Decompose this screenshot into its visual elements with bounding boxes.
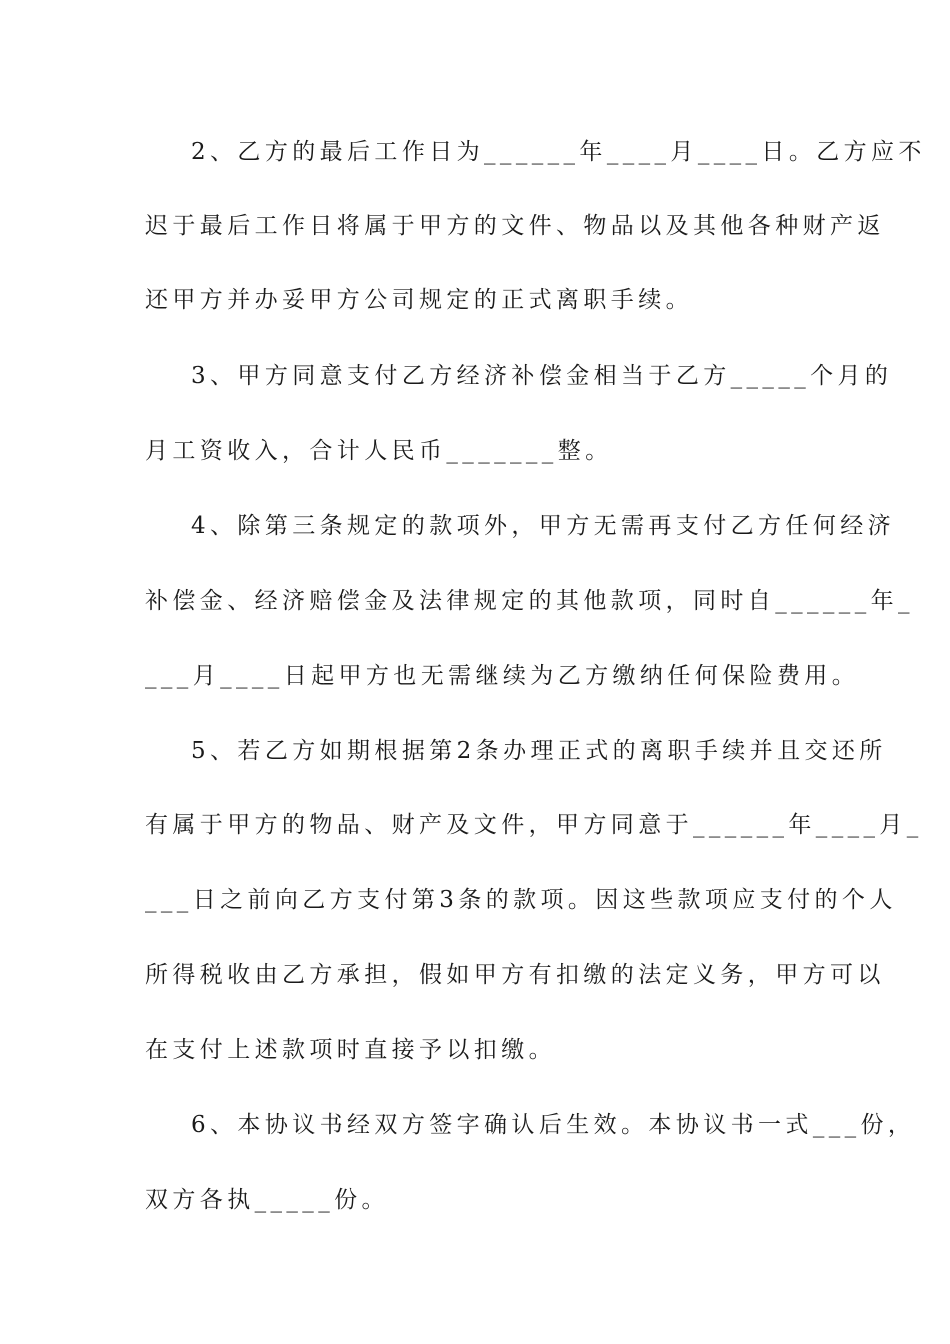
- clause-5-line-5: 在支付上述款项时直接予以扣缴。: [145, 1037, 556, 1063]
- clause-2-line-3: 还甲方并办妥甲方公司规定的正式离职手续。: [145, 287, 693, 313]
- clause-3-line-1: 3、甲方同意支付乙方经济补偿金相当于乙方_____个月的: [191, 363, 893, 389]
- clause-5-line-1: 5、若乙方如期根据第2条办理正式的离职手续并且交还所: [191, 738, 887, 764]
- clause-4-line-2: 补偿金、经济赔偿金及法律规定的其他款项，同时自______年_: [145, 588, 914, 614]
- clause-5-line-2: 有属于甲方的物品、财产及文件，甲方同意于______年____月_: [145, 812, 923, 838]
- clause-3-line-2: 月工资收入，合计人民币_______整。: [145, 438, 613, 464]
- clause-4-line-3: ___月____日起甲方也无需继续为乙方缴纳任何保险费用。: [145, 663, 860, 689]
- clause-2-line-2: 迟于最后工作日将属于甲方的文件、物品以及其他各种财产返: [145, 213, 885, 239]
- clause-5-line-4: 所得税收由乙方承担，假如甲方有扣缴的法定义务，甲方可以: [145, 962, 885, 988]
- clause-6-line-1: 6、本协议书经双方签字确认后生效。本协议书一式___份，: [191, 1112, 916, 1138]
- clause-2-line-1: 2、乙方的最后工作日为______年____月____日。乙方应不: [191, 139, 926, 165]
- clause-5-line-3: ___日之前向乙方支付第3条的款项。因这些款项应支付的个人: [145, 887, 897, 913]
- clause-4-line-1: 4、除第三条规定的款项外，甲方无需再支付乙方任何经济: [191, 513, 896, 539]
- clause-6-line-2: 双方各执_____份。: [145, 1187, 389, 1213]
